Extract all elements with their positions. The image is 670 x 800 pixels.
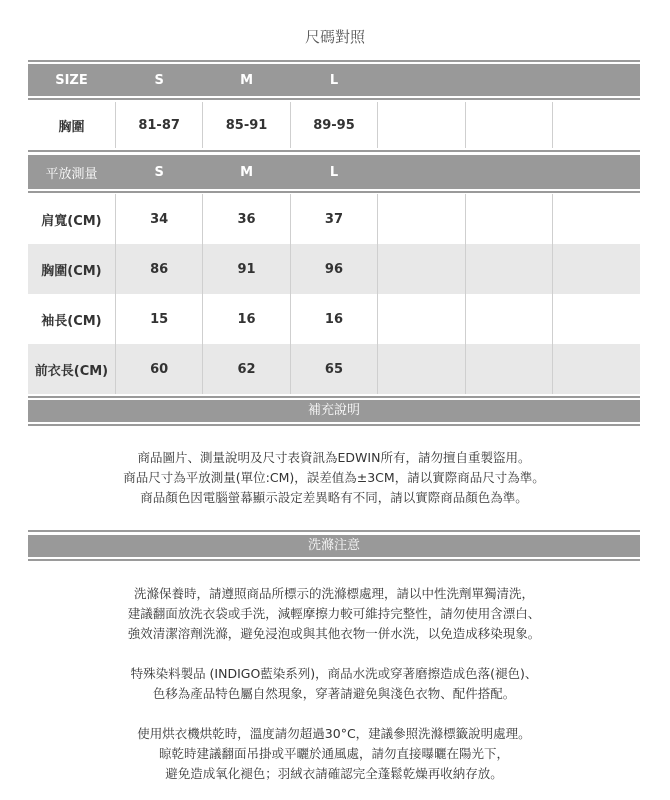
note-line: 特殊染料製品 (INDIGO藍染系列)，商品水洗或穿著磨擦造成色落(褪色)、 — [130, 666, 538, 681]
flat-header-label: 平放測量 — [28, 155, 115, 189]
note-line: 建議翻面放洗衣袋或手洗，減輕摩擦力較可維持完整性，請勿使用含漂白、 — [127, 606, 541, 621]
size-header-row — [28, 64, 640, 96]
row-label: 前衣長(CM) — [28, 344, 115, 394]
cell: 34 — [115, 194, 202, 244]
cell: 15 — [115, 294, 202, 344]
divider — [28, 98, 640, 100]
cell: 37 — [290, 194, 377, 244]
divider — [28, 60, 640, 62]
row-label: 胸圍 — [28, 102, 115, 148]
table-row — [28, 102, 640, 148]
size-header-m: M — [203, 64, 290, 96]
size-header-empty — [378, 64, 465, 96]
cell: 89-95 — [290, 102, 377, 148]
cell — [378, 102, 465, 148]
cell — [378, 244, 465, 294]
care-paragraph-3 — [28, 724, 640, 784]
size-header-empty — [553, 64, 640, 96]
divider — [28, 396, 640, 398]
care-paragraph-2 — [28, 664, 640, 704]
table-row — [28, 244, 640, 294]
cell — [465, 344, 552, 394]
cell: 60 — [115, 344, 202, 394]
size-header-l: L — [290, 64, 377, 96]
cell: 36 — [203, 194, 290, 244]
cell: 62 — [203, 344, 290, 394]
cell: 96 — [290, 244, 377, 294]
flat-header-empty — [378, 155, 465, 189]
note-line: 避免造成氧化褪色；羽絨衣請確認完全蓬鬆乾燥再收納存放。 — [165, 766, 503, 781]
cell — [378, 344, 465, 394]
flat-header-m: M — [203, 155, 290, 189]
flat-header-row — [28, 155, 640, 189]
note-line: 商品尺寸為平放測量(單位:CM)，誤差值為±3CM，請以實際商品尺寸為準。 — [123, 470, 545, 485]
size-header-empty — [465, 64, 552, 96]
note-line: 強效清潔溶劑洗滌，避免浸泡或與其他衣物一併水洗，以免造成移染現象。 — [127, 626, 541, 641]
cell — [553, 294, 640, 344]
cell: 86 — [115, 244, 202, 294]
cell — [553, 344, 640, 394]
note-line: 色移為產品特色屬自然現象，穿著請避免與淺色衣物、配件搭配。 — [152, 686, 516, 701]
divider — [28, 191, 640, 193]
size-header-label: SIZE — [28, 64, 115, 96]
cell: 81-87 — [115, 102, 202, 148]
cell — [553, 102, 640, 148]
cell — [465, 244, 552, 294]
flat-header-l: L — [290, 155, 377, 189]
chest-size-table — [28, 102, 640, 148]
table-row — [28, 344, 640, 394]
divider — [28, 150, 640, 152]
size-header-s: S — [115, 64, 202, 96]
cell — [465, 194, 552, 244]
cell — [465, 294, 552, 344]
cell — [378, 194, 465, 244]
divider — [28, 530, 640, 532]
supplement-title: 補充說明 — [28, 400, 640, 422]
care-title: 洗滌注意 — [28, 535, 640, 557]
cell — [378, 294, 465, 344]
page-title: 尺碼對照 — [304, 28, 365, 46]
note-line: 使用烘衣機烘乾時，溫度請勿超過30°C，建議參照洗滌標籤說明處理。 — [137, 726, 531, 741]
care-paragraph-1 — [28, 584, 640, 644]
row-label: 胸圍(CM) — [28, 244, 115, 294]
table-row — [28, 294, 640, 344]
cell — [553, 244, 640, 294]
row-label: 肩寬(CM) — [28, 194, 115, 244]
flat-measure-table — [28, 194, 640, 394]
cell: 85-91 — [203, 102, 290, 148]
row-label: 袖長(CM) — [28, 294, 115, 344]
divider — [28, 559, 640, 561]
cell — [465, 102, 552, 148]
flat-header-empty — [465, 155, 552, 189]
note-line: 晾乾時建議翻面吊掛或平曬於通風處，請勿直接曝曬在陽光下， — [158, 746, 509, 761]
cell: 65 — [290, 344, 377, 394]
cell: 16 — [290, 294, 377, 344]
note-line: 商品圖片、測量說明及尺寸表資訊為EDWIN所有，請勿擅自重製盜用。 — [137, 450, 531, 465]
table-row — [28, 194, 640, 244]
note-line: 商品顏色因電腦螢幕顯示設定差異略有不同，請以實際商品顏色為準。 — [140, 490, 528, 505]
cell — [553, 194, 640, 244]
cell: 91 — [203, 244, 290, 294]
flat-header-s: S — [115, 155, 202, 189]
cell: 16 — [203, 294, 290, 344]
flat-header-empty — [553, 155, 640, 189]
note-line: 洗滌保養時，請遵照商品所標示的洗滌標處理，請以中性洗劑單獨清洗， — [133, 586, 534, 601]
supplement-notes — [28, 448, 640, 508]
divider — [28, 424, 640, 426]
